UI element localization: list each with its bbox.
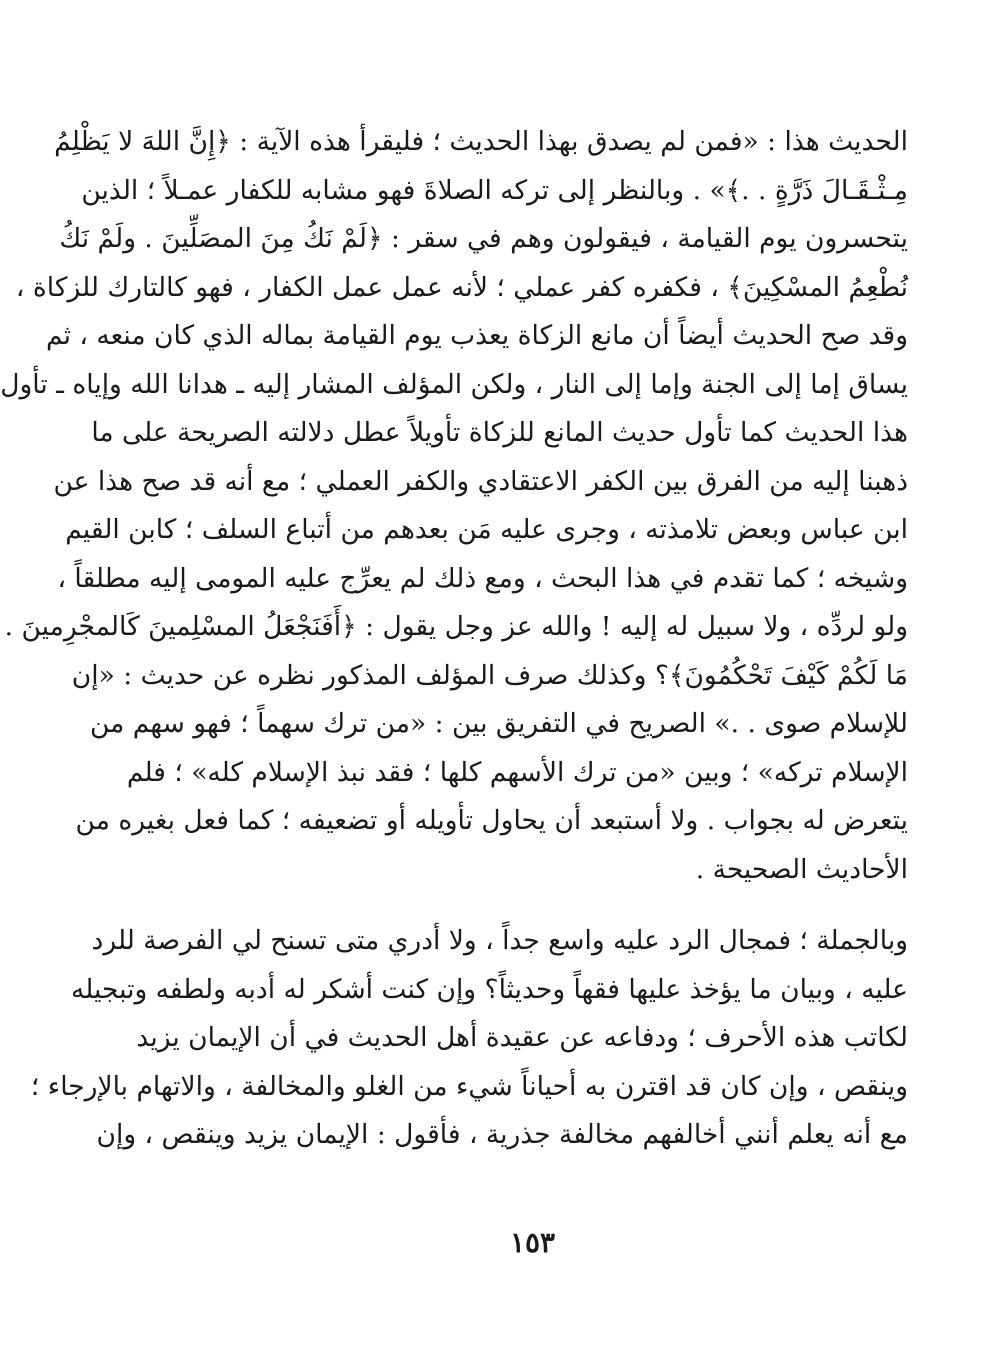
paragraph-1 <box>0 118 908 894</box>
text-line: ولو لردِّه ، ولا سبيل له إليه ! والله عز وجل يقول : ﴿أَفَنَجْعَلُ المسْلِمينَ كَالمجْرِمينَ . <box>4 611 908 642</box>
text-line-last: الأحاديث الصحيحة . <box>695 853 908 885</box>
text-line: مَا لَكُمْ كَيْفَ تَحْكُمُونَ﴾؟ وكذلك صرف المؤلف المذكور نظره عن حديث : «إن <box>71 659 908 691</box>
text-line: لكاتب هذه الأحرف ؛ ودفاعه عن عقيدة أهل الحديث في أن الإيمان يزيد <box>136 1022 908 1053</box>
text-line: الإسلام تركه» ؛ وبين «من ترك الأسهم كلها ؛ فقد نبذ الإسلام كله» ؛ فلم <box>126 756 908 788</box>
page-number: ١٥٣ <box>509 1226 556 1259</box>
text-line: وشيخه ؛ كما تقدم في هذا البحث ، ومع ذلك لم يعرِّج عليه المومى إليه مطلقاً ، <box>57 562 908 594</box>
paragraph-2 <box>30 917 908 1160</box>
text-line: ابن عباس وبعض تلامذته ، وجرى عليه مَن بعدهم من أتباع السلف ؛ كابن القيم <box>65 514 908 545</box>
text-line: يساق إما إلى الجنة وإما إلى النار ، ولكن المؤلف المشار إليه ـ هدانا الله وإياه ـ تأول <box>0 368 908 400</box>
text-line: وقد صح الحديث أيضاً أن مانع الزكاة يعذب يوم القيامة بماله الذي كان منعه ، ثم <box>45 320 908 351</box>
text-line: للإسلام صوى . .» الصريح في التفريق بين : «من ترك سهماً ؛ فهو سهم من <box>90 708 908 739</box>
text-line: وينقص ، وإن كان قد اقترن به أحياناً شيء من الغلو والمخالفة ، والاتهام بالإرجاء ؛ <box>30 1070 908 1102</box>
text-line: يتحسرون يوم القيامة ، فيقولون وهم في سقر : ﴿لَمْ نَكُ مِنَ المصَلِّينَ . ولَمْ نَكُ <box>59 223 908 254</box>
text-line: مع أنه يعلم أنني أخالفهم مخالفة جذرية ، فأقول : الإيمان يزيد وينقص ، وإن <box>96 1119 908 1150</box>
page-body <box>0 118 908 1160</box>
text-line: عليه ، وبيان ما يؤخذ عليها فقهاً وحديثاً؟ وإن كنت أشكر له أدبه ولطفه وتبجيله <box>70 973 908 1005</box>
text-line: الحديث هذا : «فمن لم يصدق بهذا الحديث ؛ فليقرأ هذه الآية : ﴿إِنَّ اللهَ لا يَظْلِمُ <box>54 126 908 157</box>
text-line: نُطْعِمُ المسْكِينَ﴾ ، فكفره كفر عملي ؛ لأنه عمل عمل الكفار ، فهو كالتارك للزكاة ، <box>15 271 908 303</box>
text-line: مِـثْـقَـالَ ذَرَّةٍ . .﴾» . وبالنظر إلى تركه الصلاةَ فهو مشابه للكفار عمـلاً ؛ الذين <box>81 174 908 206</box>
text-line: يتعرض له بجواب . ولا أستبعد أن يحاول تأويله أو تضعيفه ؛ كما فعل بغيره من <box>75 805 908 836</box>
paragraph-spacer <box>158 894 908 917</box>
text-line: هذا الحديث كما تأول حديث المانع للزكاة تأويلاً عطل دلالته الصريحة على ما <box>91 417 908 448</box>
text-line: ذهبنا إليه من الفرق بين الكفر الاعتقادي والكفر العملي ؛ مع أنه قد صح هذا عن <box>53 465 908 497</box>
text-line: وبالجملة ؛ فمجال الرد عليه واسع جداً ، ولا أدري متى تسنح لي الفرصة للرد <box>91 925 908 956</box>
